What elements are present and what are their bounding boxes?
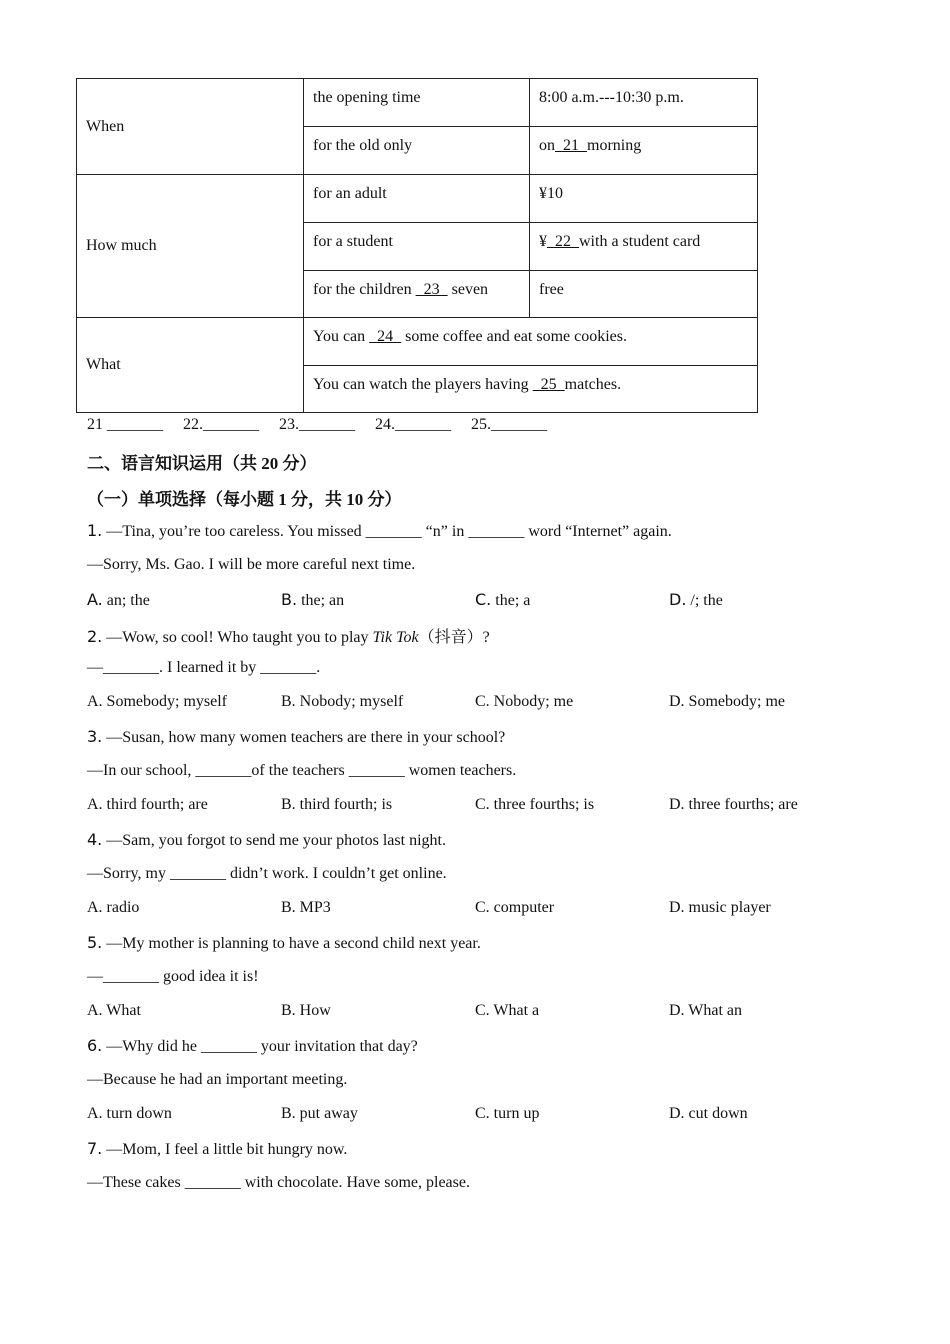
question-4 (87, 830, 446, 850)
question-7-reply: —These cakes _______ with chocolate. Have some, please. (87, 1174, 470, 1191)
q1-option-d (669, 590, 723, 610)
q2-option-b: B. Nobody; myself (281, 693, 404, 710)
question-2-number: 2. (87, 627, 103, 646)
what-row-1 (304, 318, 758, 366)
question-6-text: —Why did he _______ your invitation that day? (106, 1038, 418, 1055)
children-post: seven (447, 281, 489, 298)
question-5-reply: —_______ good idea it is! (87, 968, 259, 985)
answer-24: 24._______ (375, 416, 451, 433)
q4-option-d: D. music player (669, 899, 771, 916)
student-label: for a student (304, 223, 530, 271)
what2-post: matches. (564, 376, 622, 393)
question-6-reply: —Because he had an important meeting. (87, 1071, 348, 1088)
student-pre: ¥ (539, 233, 547, 250)
q4-option-b: B. MP3 (281, 899, 331, 916)
question-2-text-post: （抖音）? (418, 629, 490, 646)
q5-option-d: D. What an (669, 1002, 743, 1019)
q1-letter-b: B. (281, 590, 298, 609)
section-title: 二、语言知识运用（共 20 分） (87, 454, 317, 473)
what1-pre: You can (313, 328, 370, 345)
q1-option-b-text: the; an (301, 592, 345, 609)
question-5-text: —My mother is planning to have a second child next year. (106, 935, 481, 952)
opening-time-value: 8:00 a.m.---10:30 p.m. (530, 79, 758, 127)
what1-post: some coffee and eat some cookies. (401, 328, 627, 345)
old-only-label: for the old only (304, 127, 530, 175)
question-5 (87, 933, 481, 953)
question-3-number: 3. (87, 727, 103, 746)
blank-25: 25 (532, 376, 565, 393)
answer-22: 22._______ (183, 416, 259, 433)
adult-value: ¥10 (530, 175, 758, 223)
q1-option-c (475, 590, 530, 610)
old-only-pre: on (539, 137, 555, 154)
q1-option-a (87, 590, 150, 610)
question-1-text: —Tina, you’re too careless. You missed _______ “n” in _______ word “Internet” again. (106, 523, 672, 540)
question-3-text: —Susan, how many women teachers are there in your school? (106, 729, 506, 746)
q5-option-b: B. How (281, 1002, 331, 1019)
q6-option-c: C. turn up (475, 1105, 540, 1122)
q5-option-a: A. What (87, 1002, 141, 1019)
children-pre: for the children (313, 281, 416, 298)
q2-option-a: A. Somebody; myself (87, 693, 227, 710)
blank-24: 24 (369, 328, 402, 345)
children-value: free (530, 271, 758, 318)
question-2 (87, 624, 490, 647)
children-label (304, 271, 530, 318)
q1-letter-d: D. (669, 590, 687, 609)
question-6-number: 6. (87, 1036, 103, 1055)
student-value (530, 223, 758, 271)
q4-option-c: C. computer (475, 899, 555, 916)
q1-option-b (281, 590, 344, 610)
adult-label: for an adult (304, 175, 530, 223)
subsection-title: （一）单项选择（每小题 1 分，共 10 分） (87, 490, 402, 509)
q1-letter-c: C. (475, 590, 492, 609)
question-7-number: 7. (87, 1139, 103, 1158)
what-row-2 (304, 366, 758, 413)
q1-letter-a: A. (87, 590, 103, 609)
student-post: with a student card (579, 233, 701, 250)
question-7-text: —Mom, I feel a little bit hungry now. (106, 1141, 348, 1158)
q6-option-b: B. put away (281, 1105, 358, 1122)
how-much-label: How much (77, 175, 304, 318)
answer-21: 21 _______ (87, 416, 163, 433)
question-1 (87, 521, 672, 541)
question-1-number: 1. (87, 521, 103, 540)
blank-22: 22 (547, 233, 579, 250)
old-only-post: morning (587, 137, 642, 154)
question-6 (87, 1036, 418, 1056)
blank-21: 21 (555, 137, 587, 154)
question-1-reply: —Sorry, Ms. Gao. I will be more careful next time. (87, 556, 416, 573)
question-2-text-pre: —Wow, so cool! Who taught you to play (106, 629, 373, 646)
what-label: What (77, 318, 304, 413)
q3-option-d: D. three fourths; are (669, 796, 798, 813)
question-5-number: 5. (87, 933, 103, 952)
what2-pre: You can watch the players having (313, 376, 533, 393)
question-2-reply: —_______. I learned it by _______. (87, 659, 321, 676)
question-4-text: —Sam, you forgot to send me your photos last night. (106, 832, 446, 849)
question-4-number: 4. (87, 830, 103, 849)
opening-time-label: the opening time (304, 79, 530, 127)
question-3 (87, 727, 505, 747)
question-2-tiktok: Tik Tok (372, 629, 419, 646)
q2-option-d: D. Somebody; me (669, 693, 785, 710)
question-3-reply: —In our school, _______of the teachers _______ women teachers. (87, 762, 517, 779)
q1-option-a-text: an; the (106, 592, 150, 609)
answer-23: 23._______ (279, 416, 355, 433)
when-label: When (77, 79, 304, 175)
question-4-reply: —Sorry, my _______ didn’t work. I couldn’t get online. (87, 865, 447, 882)
old-only-value (530, 127, 758, 175)
info-table (76, 78, 758, 413)
q4-option-a: A. radio (87, 899, 140, 916)
q6-option-d: D. cut down (669, 1105, 748, 1122)
q3-option-c: C. three fourths; is (475, 796, 595, 813)
q5-option-c: C. What a (475, 1002, 540, 1019)
blank-23: 23 (415, 281, 448, 298)
q1-option-d-text: /; the (690, 592, 723, 609)
q1-option-c-text: the; a (495, 592, 531, 609)
q6-option-a: A. turn down (87, 1105, 172, 1122)
question-7 (87, 1139, 347, 1159)
q2-option-c: C. Nobody; me (475, 693, 574, 710)
answer-25: 25._______ (471, 416, 547, 433)
q3-option-a: A. third fourth; are (87, 796, 208, 813)
q3-option-b: B. third fourth; is (281, 796, 393, 813)
